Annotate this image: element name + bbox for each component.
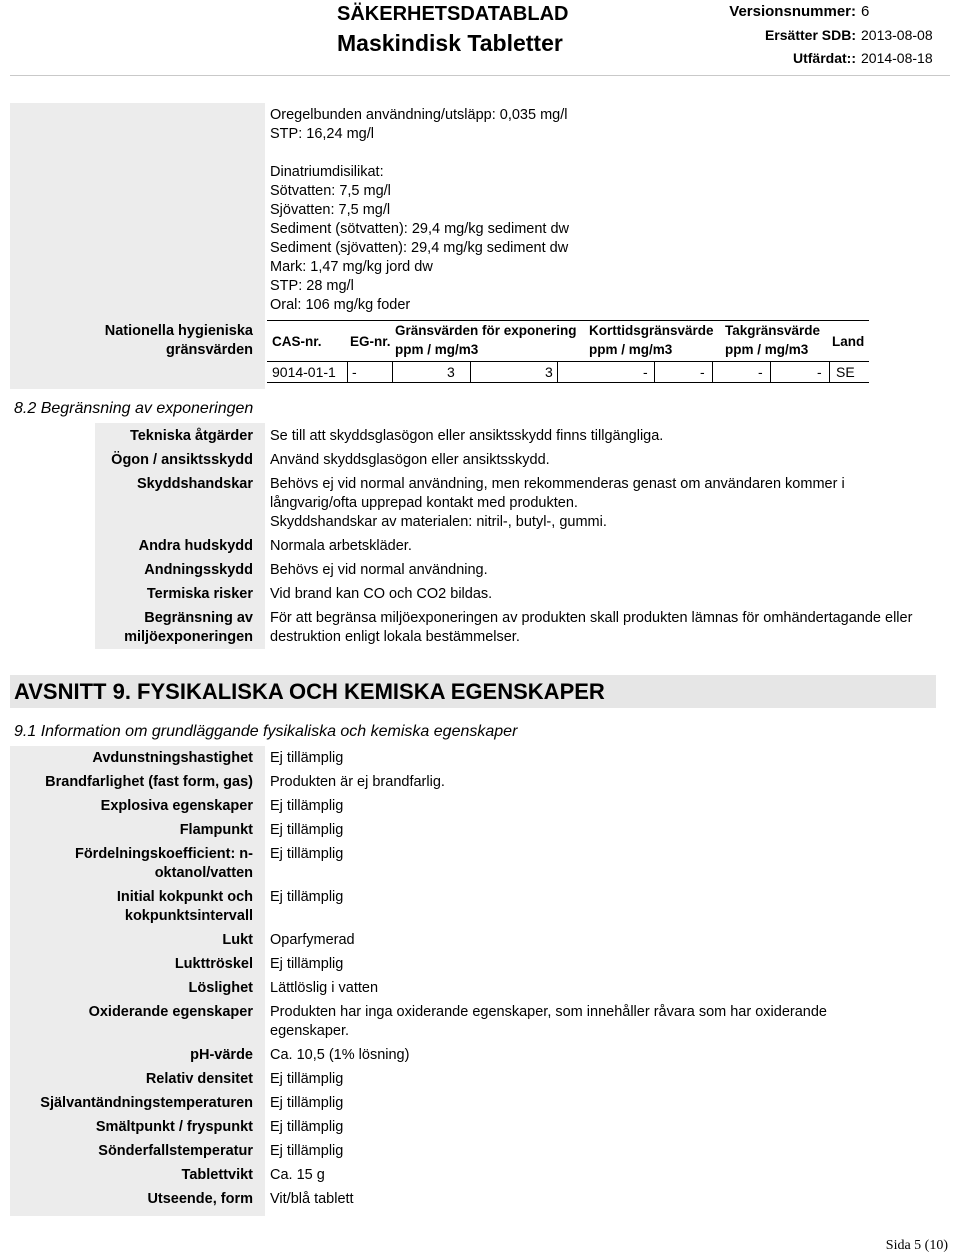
row-cas: 9014-01-1	[272, 364, 336, 380]
replaces-value: 2013-08-08	[861, 27, 933, 43]
label-autoignition: Självantändningstemperaturen	[40, 1095, 253, 1111]
value-oxidizing: Produkten har inga oxiderande egenskaper, som innehåller råvara som har oxiderande egenskaper.	[270, 1004, 827, 1039]
label-other-skin: Andra hudskydd	[138, 538, 253, 554]
label-tablet-weight: Tablettvikt	[181, 1167, 253, 1183]
label-relative-density: Relativ densitet	[145, 1071, 253, 1087]
value-other-skin: Normala arbetskläder.	[270, 538, 412, 554]
section-9-1-title: 9.1 Information om grundläggande fysikaliska och kemiska egenskaper	[14, 723, 518, 740]
col-cas: CAS-nr.	[272, 334, 322, 349]
product-name: Maskindisk Tabletter	[337, 30, 563, 56]
row-limit-mg: 3	[545, 364, 553, 380]
row-eg: -	[352, 364, 357, 380]
value-ph: Ca. 10,5 (1% lösning)	[270, 1047, 410, 1063]
label-evaporation: Avdunstningshastighet	[92, 750, 253, 766]
value-decomposition: Ej tillämplig	[270, 1143, 344, 1159]
version-value: 6	[861, 3, 870, 20]
row-limit-ppm: 3	[447, 364, 455, 380]
header-divider	[10, 75, 950, 76]
label-oxidizing: Oxiderande egenskaper	[88, 1004, 253, 1020]
col-limit-unit: ppm / mg/m3	[395, 342, 479, 357]
value-evaporation: Ej tillämplig	[270, 750, 344, 766]
row-ceiling-ppm: -	[758, 364, 763, 380]
replaces-label: Ersätter SDB:	[764, 27, 856, 43]
row-short-ppm: -	[643, 364, 648, 380]
col-limit: Gränsvärden för exponering	[395, 323, 577, 338]
label-technical-measures: Tekniska åtgärder	[129, 428, 253, 444]
document-title: SÄKERHETSDATABLAD	[337, 3, 569, 25]
value-appearance: Vit/blå tablett	[270, 1191, 354, 1207]
row-country: SE	[836, 364, 855, 380]
label-odour-threshold: Lukttröskel	[174, 956, 253, 972]
label-gloves: Skyddshandskar	[136, 476, 253, 492]
label-appearance: Utseende, form	[147, 1191, 253, 1207]
value-explosive: Ej tillämplig	[270, 798, 344, 814]
row-ceiling-mg: -	[817, 364, 822, 380]
value-solubility: Lättlöslig i vatten	[270, 980, 379, 996]
pnec-line-1: Oregelbunden användning/utsläpp: 0,035 mg/l	[270, 107, 568, 123]
col-country: Land	[832, 334, 865, 349]
value-eye-protection: Använd skyddsglasögon eller ansiktsskydd.	[270, 452, 550, 468]
exposure-limits-table	[267, 320, 869, 382]
pnec-line-2: STP: 16,24 mg/l	[270, 126, 374, 142]
label-partition: Fördelningskoefficient: n-oktanol/vatten	[74, 846, 253, 881]
section-8-2-title: 8.2 Begränsning av exponeringen	[14, 400, 254, 417]
exposure-limits-label: Nationella hygieniska gränsvärden	[104, 323, 253, 358]
value-respiratory: Behövs ej vid normal användning.	[270, 562, 488, 578]
label-eye-protection: Ögon / ansiktsskydd	[111, 452, 253, 468]
section-9-banner	[10, 675, 936, 708]
col-eg: EG-nr.	[350, 334, 391, 349]
section-9-title: AVSNITT 9. FYSIKALISKA OCH KEMISKA EGENSKAPER	[14, 679, 605, 704]
col-short-unit: ppm / mg/m3	[589, 342, 673, 357]
label-boiling: Initial kokpunkt och kokpunktsintervall	[116, 889, 253, 924]
value-technical-measures: Se till att skyddsglasögon eller ansiktsskydd finns tillgängliga.	[270, 428, 664, 444]
label-environmental: Begränsning av miljöexponeringen	[124, 610, 253, 645]
col-ceiling-unit: ppm / mg/m3	[725, 342, 809, 357]
label-solubility: Löslighet	[188, 980, 253, 996]
value-boiling: Ej tillämplig	[270, 889, 344, 905]
value-odour: Oparfymerad	[270, 932, 355, 948]
pnec-disilicate-block: Dinatriumdisilikat: Sötvatten: 7,5 mg/l Sjövatten: 7,5 mg/l Sediment (sötvatten): 29,4 mg/kg sediment dw Sediment (sjövatten): 29,4 mg/kg sediment dw Mark: 1,47 mg/kg jord dw STP: 28 mg/l Oral: 106 mg/kg foder	[270, 164, 570, 313]
value-environmental: För att begränsa miljöexponeringen av produkten skall produkten lämnas för omhändertagande eller destruktion enligt lokala bestämmelser.	[270, 610, 913, 645]
label-respiratory: Andningsskydd	[144, 562, 253, 578]
value-flashpoint: Ej tillämplig	[270, 822, 344, 838]
row-short-mg: -	[700, 364, 705, 380]
value-odour-threshold: Ej tillämplig	[270, 956, 344, 972]
issued-value: 2014-08-18	[861, 50, 933, 66]
label-explosive: Explosiva egenskaper	[100, 798, 253, 814]
label-melting-point: Smältpunkt / fryspunkt	[95, 1119, 253, 1135]
value-flammability: Produkten är ej brandfarlig.	[270, 774, 445, 790]
version-label: Versionsnummer:	[729, 3, 856, 20]
label-decomposition: Sönderfallstemperatur	[98, 1143, 253, 1159]
value-partition: Ej tillämplig	[270, 846, 344, 862]
value-melting-point: Ej tillämplig	[270, 1119, 344, 1135]
issued-label: Utfärdat::	[793, 50, 856, 66]
value-tablet-weight: Ca. 15 g	[270, 1167, 325, 1183]
label-thermal: Termiska risker	[146, 586, 253, 602]
label-ph: pH-värde	[190, 1047, 253, 1063]
value-relative-density: Ej tillämplig	[270, 1071, 344, 1087]
col-ceiling: Takgränsvärde	[725, 323, 821, 338]
value-thermal: Vid brand kan CO och CO2 bildas.	[270, 586, 493, 602]
col-short: Korttidsgränsvärde	[589, 323, 714, 338]
value-gloves: Behövs ej vid normal användning, men rekommenderas genast om användaren kommer i långvarig/ofta upprepad kontakt med produkten. Skyddshandskar av materialen: nitril-, butyl-, gummi.	[270, 476, 845, 530]
label-flammability: Brandfarlighet (fast form, gas)	[45, 774, 253, 790]
page-number: Sida 5 (10)	[885, 1238, 948, 1253]
value-autoignition: Ej tillämplig	[270, 1095, 344, 1111]
label-odour: Lukt	[222, 932, 253, 948]
label-flashpoint: Flampunkt	[179, 822, 253, 838]
